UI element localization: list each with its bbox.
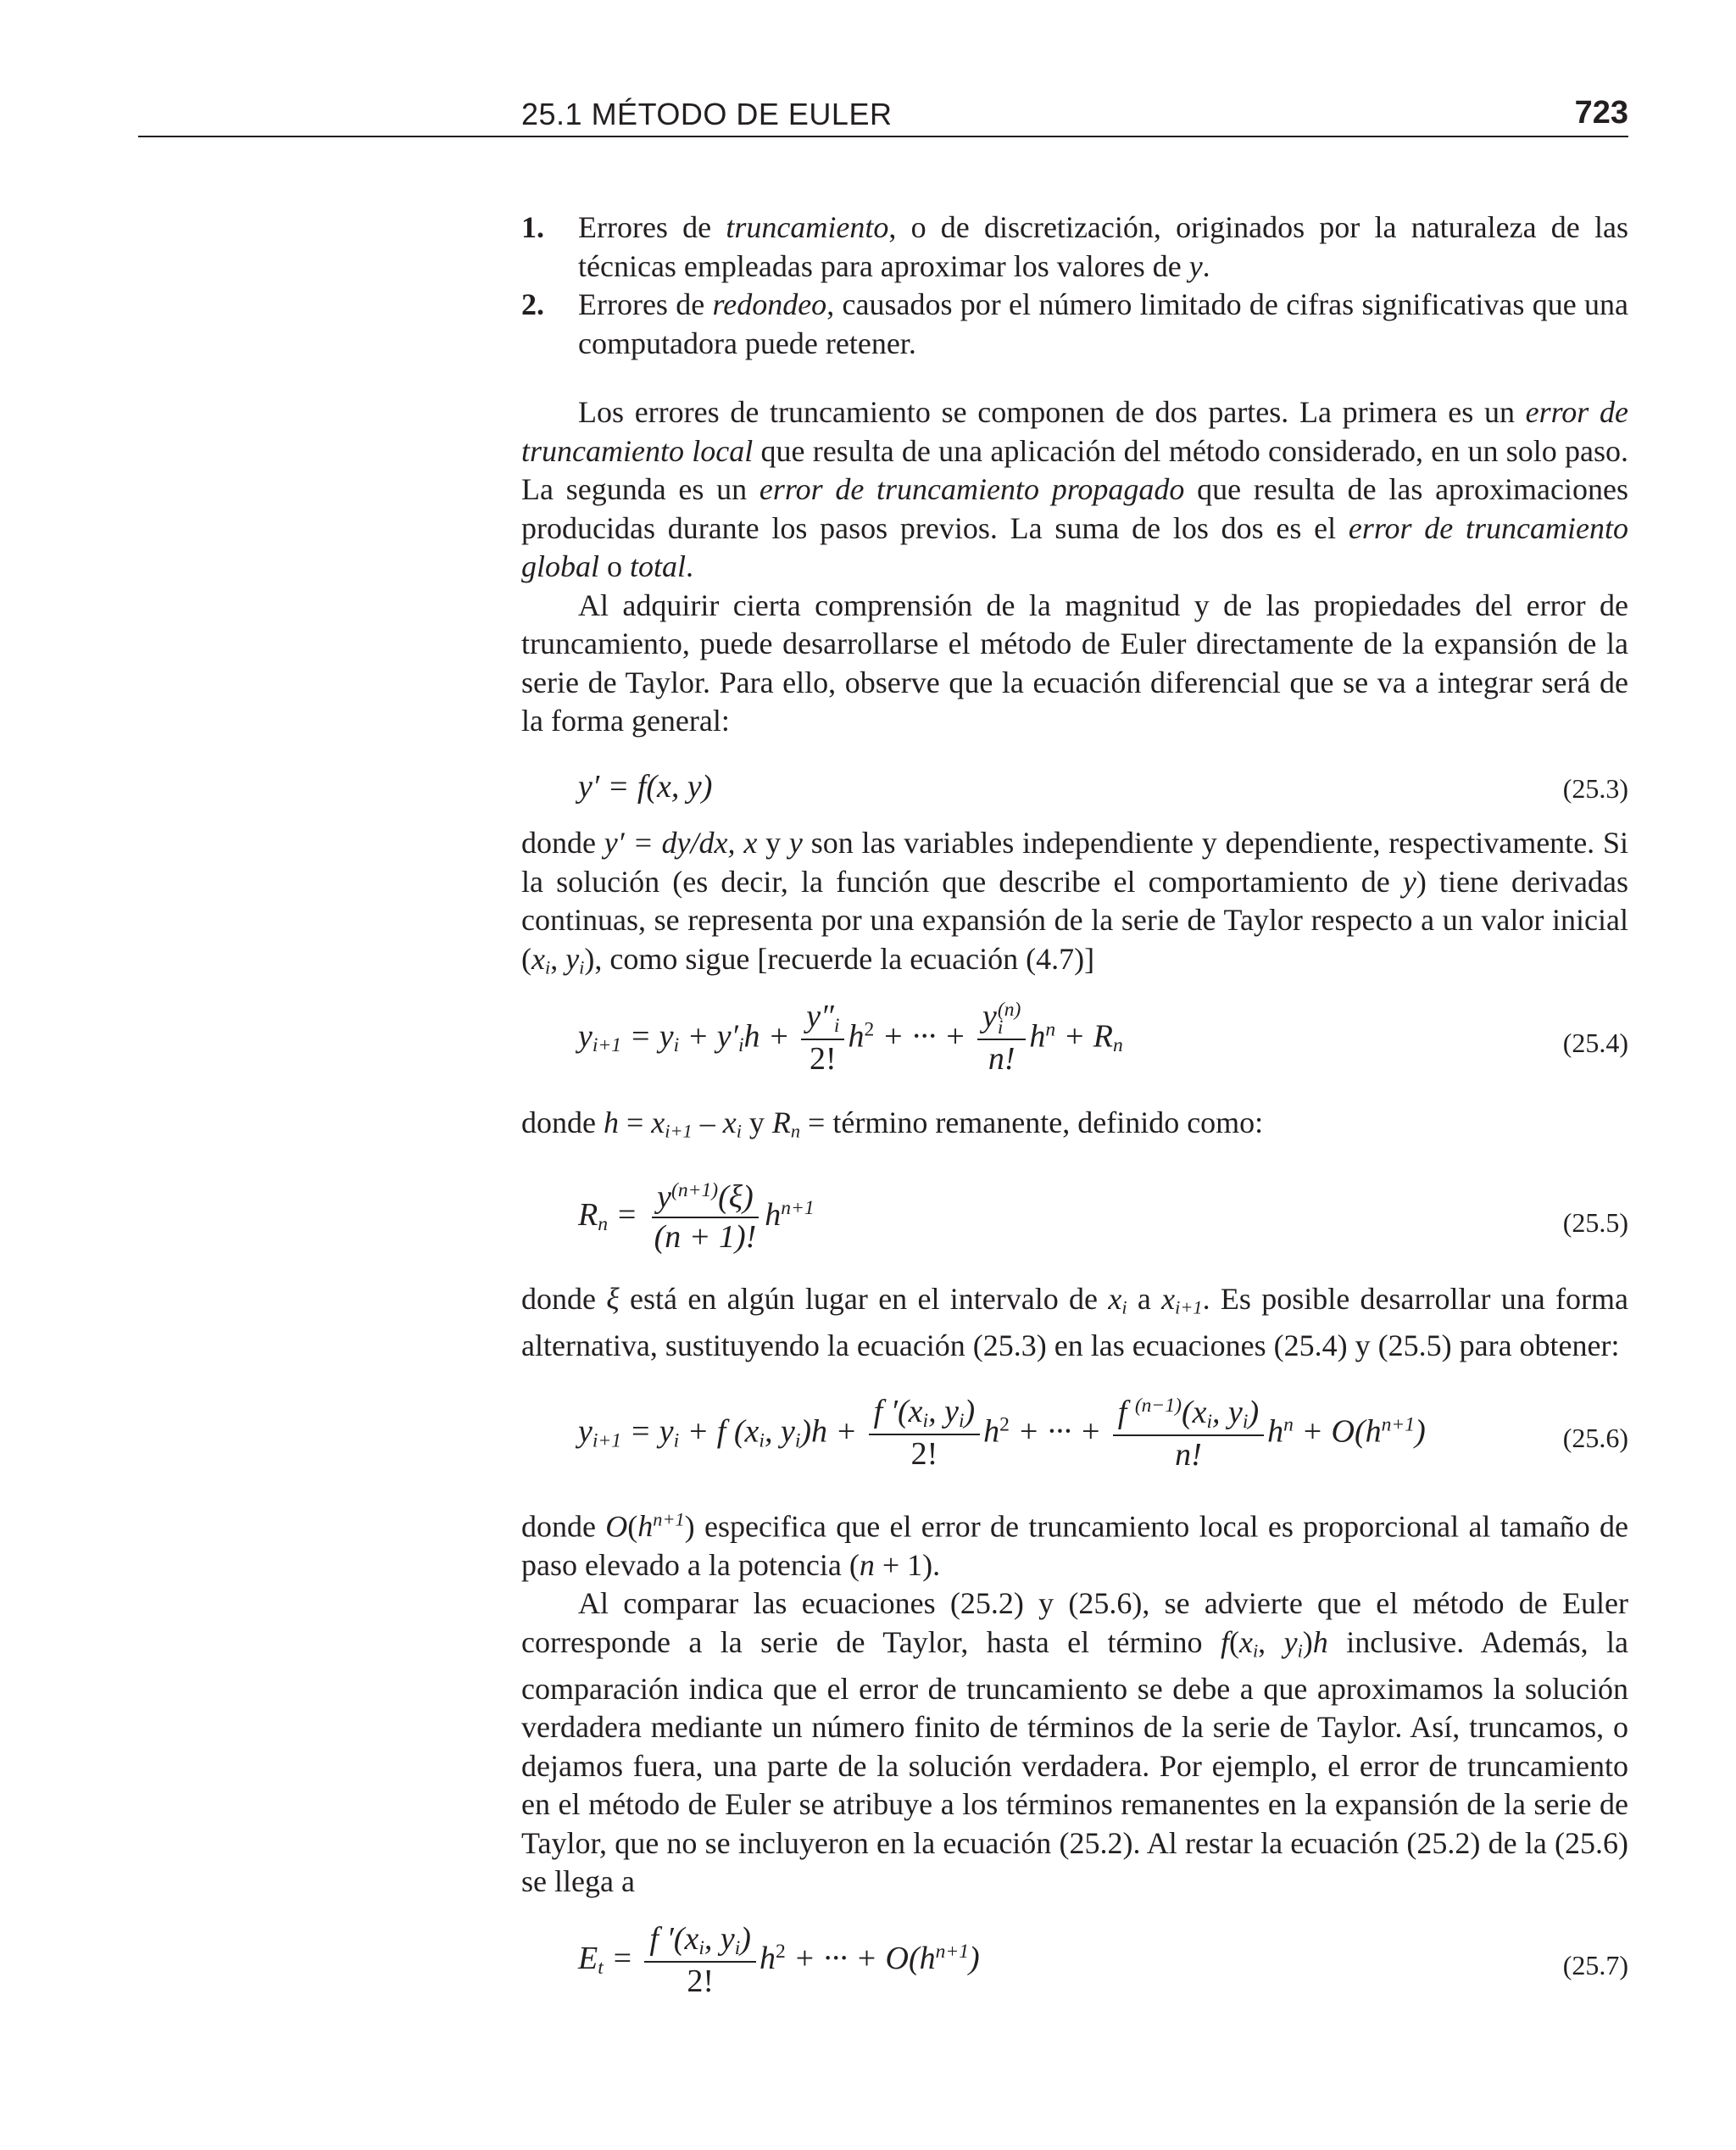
list-number: 2. [521,287,544,321]
list-text: Errores de [578,287,713,321]
list-text: . [1202,248,1210,283]
fraction: $\frac{f '(x_i, y_i)}{2!}$ [644,1923,756,1999]
math-inline: $x_i$ [1108,1282,1127,1318]
running-header-title: 25.1 MÉTODO DE EULER [521,97,893,131]
equation-25-6 [521,1389,1628,1482]
text-run: donde [521,1282,607,1316]
text-run: = [618,1106,652,1139]
math-inline: y [565,941,580,976]
fraction: y (n) i n! [977,1000,1026,1078]
equation-25-5 [521,1173,1628,1267]
paragraph: donde $O(h^{n+1})$ especifica que el error de truncamiento local es proporcional al tamaño de paso elevado a la potencia (n + 1). [521,1509,1628,1582]
text-run: que resulta de las aproximaciones producidas durante los pasos previos. La suma de los dos es el [521,472,1628,545]
paragraph-text [521,824,1628,987]
math-inline: y [1402,864,1416,899]
equation-25-4 [521,994,1628,1087]
text-run: donde [521,1106,604,1139]
equation-body: $E_t$ = $\frac{f '(x_i, y_i)}{2!}$ $h^2$ + ··· + $O(h^{n+1})$ [578,1921,980,1999]
math-inline: x [531,941,545,976]
equation-number: (25.3) [1562,773,1628,804]
paragraph [521,1104,1628,1150]
text-run: ) tiene derivadas continuas, se representa por una expansión de la serie de Taylor respecto a un valor inicial ( [521,864,1628,976]
subscript: i [579,956,585,978]
equation-number: (25.5) [1562,1207,1628,1238]
text-run: inclusive. Además, la comparación indica que el error de truncamiento se debe a que aproximamos la solución verdadera mediante un número finito de términos de la serie de Taylor. Así, truncamos, o dejamos fuera, una parte de la solución verdadera. Por ejemplo, el error de truncamiento en el método de Euler se atribuye a los términos remanentes en la expansión de la serie de Taylor, que no se incluyeron en la ecuación (25.2). Al restar la ecuación (25.2) de la (25.6) se llega a [521,1624,1629,1899]
fraction: $\frac{y''_i}{2!}$ [801,1000,844,1077]
text-run: Al comparar las ecuaciones (25.2) y (25.6), se advierte que el método de Euler corresponde a la serie de Taylor, hasta el término [521,1586,1628,1659]
text-run: + 1). [874,1547,941,1582]
text-run: . [686,549,694,583]
math-inline: h [603,1106,619,1139]
list-text: , o de discretización, originados por la naturaleza de las técnicas empleadas para aproximar los valores de [578,210,1628,283]
paragraph: Al comparar las ecuaciones (25.2) y (25.6), se advierte que el método de Euler corresponde a la serie de Taylor, hasta el término $f(x_i$, $y_i)h$ inclusive. Además, la comparación indica que el error de truncamiento se debe a que aproximamos la solución verdadera mediante un número finito de términos de la serie de Taylor. Así, truncamos, o dejamos fuera, una parte de la solución verdadera. Por ejemplo, el error de truncamiento en el método de Euler se atribuye a los términos remanentes en la expansión de la serie de Taylor, que no se incluyeron en la ecuación (25.2). Al restar la ecuación (25.2) de la (25.6) se llega a [521,1586,1629,1899]
page-number: 723 [1574,95,1628,131]
list-text: , causados por el número limitado de cifras significativas que una computadora puede retener. [578,287,1629,360]
math-inline: f [1220,1624,1229,1659]
list-number: 1. [521,210,544,244]
equation-number: (25.7) [1562,1950,1628,1980]
math-inline: ξ [606,1282,620,1316]
error-types-list [521,209,1628,363]
subscript: i [544,956,551,978]
text-run: y [757,826,789,860]
equation-25-7 [521,1916,1628,2009]
text-run: especifica que el error de truncamiento local es proporcional al tamaño de paso elevado a la potencia ( [521,1509,1628,1582]
closing-paragraphs [521,1501,1628,1902]
list-text: Errores de [578,210,726,244]
fraction: $\frac{y^{(n+1)}(\xi)}{(n + 1)!}$ [649,1180,762,1256]
paragraph [521,393,1628,587]
equation-number: (25.6) [1562,1423,1628,1453]
list-emphasis: redondeo [712,287,827,321]
emphasis: error de truncamiento propagado [759,472,1185,506]
paragraph [521,824,1628,987]
math-inline: $x_{i+1} - x_i$ [651,1106,742,1142]
math-inline: h [1312,1624,1328,1659]
text-run: , [550,941,566,976]
paragraph-text [521,1104,1628,1150]
math-inline: $R_n$ [771,1106,801,1142]
text-run: o [599,549,631,583]
text-run: son las variables independiente y dependiente, respectivamente. Si la solución (es decir, la función que describe el comportamiento de [521,826,1628,899]
equation-body: $y_{i+1} = y_i + y'_ih$ + $\frac{y''_i}{2!}$ $h^2$ + ··· + y (n) i n! $h^n + R_n$ [578,999,1123,1078]
equation-body: $y_{i+1} = y_i + f$ ($x_i$, $y_i)h$ + $\frac{f '(x_i, y_i)}{2!}$ $h^2$ + ··· + $\frac{f ^{(n-1)}(x_i, y_i)}{n!}$ $h^n + O(h^{n+1})$ [578,1394,1426,1473]
math-inline: y′ = dy/dx, x [604,826,758,860]
math-inline: $x_{i+1}$ [1161,1282,1203,1318]
text-run: que resulta de una aplicación del método considerado, en un solo paso. La segunda es un [521,433,1628,506]
math-inline: $h^{n+1}$ [637,1509,685,1544]
text-run: y [741,1106,772,1139]
text-run: donde [521,1509,606,1544]
list-item [521,209,1628,286]
math-inline: y [788,826,803,860]
list-item [521,286,1628,363]
equation-25-3 [521,761,1628,829]
text-run: . Es posible desarrollar una forma alternativa, sustituyendo la ecuación (25.3) en las ecuaciones (25.4) y (25.5) para obtener: [521,1282,1629,1363]
emphasis: total [630,549,687,583]
fraction: $\frac{f '(x_i, y_i)}{2!}$ [869,1395,981,1472]
fraction: $\frac{f ^{(n-1)}(x_i, y_i)}{n!}$ [1113,1395,1264,1473]
header-divider [138,136,1628,137]
emphasis: error de truncamiento global [521,510,1629,583]
list-variable: y [1188,248,1203,283]
math-inline: O [605,1509,628,1544]
paragraph-text [521,1280,1628,1366]
equation-number: (25.4) [1562,1028,1628,1058]
equation-body: y′ = f(x, y) [578,769,713,805]
list-emphasis: truncamiento [726,210,889,244]
equation-body: $R_n$ = $\frac{y^{(n+1)}(\xi)}{(n + 1)!}$ $h^{n+1}$ [578,1178,815,1255]
text-run: = término remanente, definido como: [800,1106,1264,1139]
math-inline: $x_i$ [1238,1624,1259,1662]
paragraph: Al adquirir cierta comprensión de la magnitud y de las propiedades del error de truncamiento, puede desarrollarse el método de Euler directamente de la expansión de la serie de Taylor. Para ello, observe que la ecuación diferencial que se va a integrar será de la forma general: [521,588,1628,738]
intro-paragraphs [521,393,1628,741]
text-run: ), como sigue [recuerde la ecuación (4.7)] [584,941,1095,976]
math-inline: $y_i$ [1283,1624,1303,1662]
paragraph [521,1280,1628,1366]
text-run: está en algún lugar en el intervalo de [619,1282,1109,1316]
emphasis: error de truncamiento local [521,395,1628,468]
math-inline: n [859,1547,875,1582]
text-run: a [1127,1282,1162,1316]
text-run: Los errores de truncamiento se componen de dos partes. La primera es un [578,395,1526,429]
text-run: donde [521,826,604,860]
